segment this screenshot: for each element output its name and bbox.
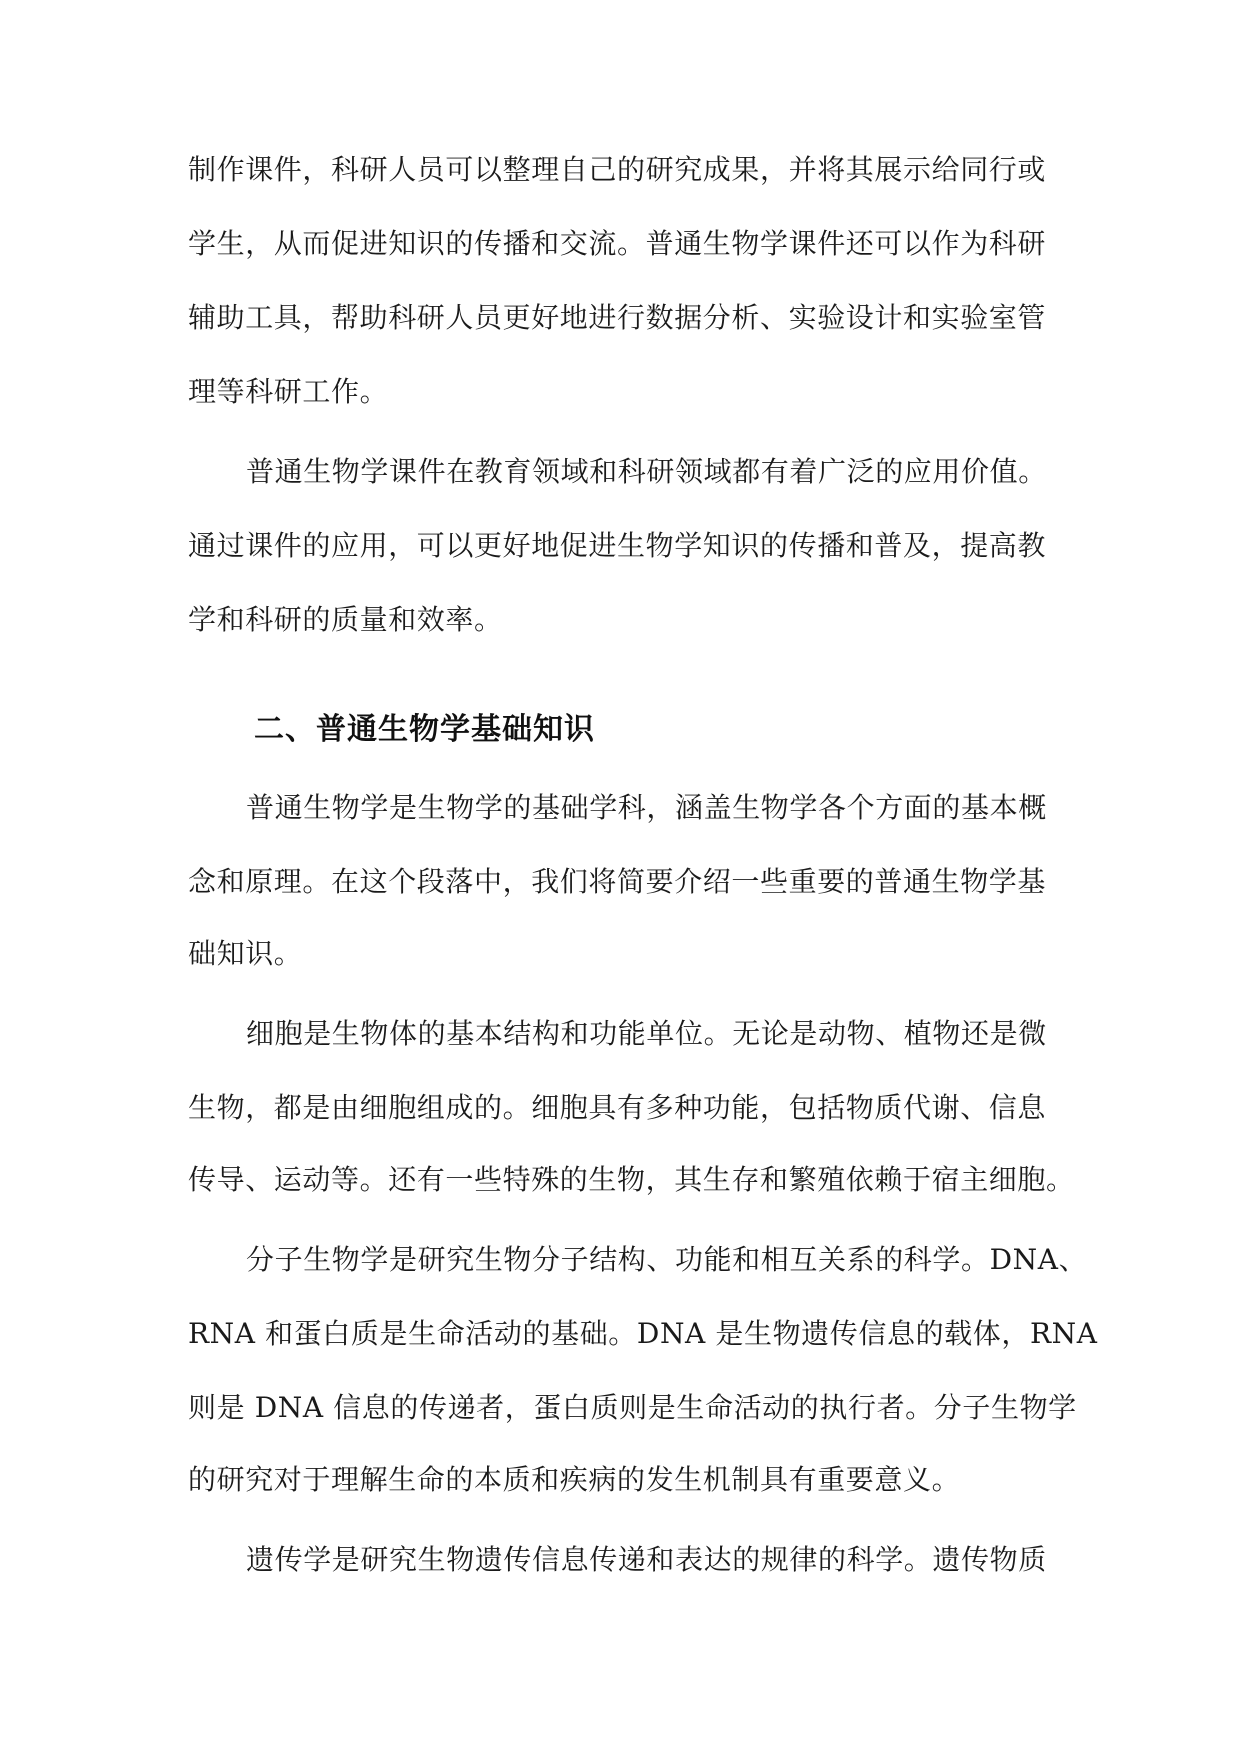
text-line: 则是 DNA 信息的传递者，蛋白质则是生命活动的执行者。分子生物学 — [188, 1391, 1077, 1424]
section-heading: 二、普通生物学基础知识 — [254, 712, 595, 747]
text-line: 通过课件的应用，可以更好地促进生物学知识的传播和普及，提高教 — [188, 529, 1047, 562]
text-line: 普通生物学课件在教育领域和科研领域都有着广泛的应用价值。 — [246, 455, 1047, 488]
text-line: 细胞是生物体的基本结构和功能单位。无论是动物、植物还是微 — [246, 1017, 1047, 1050]
text-line: 学和科研的质量和效率。 — [188, 603, 503, 636]
text-line: 遗传学是研究生物遗传信息传递和表达的规律的科学。遗传物质 — [246, 1543, 1047, 1576]
text-line: 普通生物学是生物学的基础学科，涵盖生物学各个方面的基本概 — [246, 791, 1047, 824]
text-line: 学生，从而促进知识的传播和交流。普通生物学课件还可以作为科研 — [188, 227, 1047, 260]
text-line: 念和原理。在这个段落中，我们将简要介绍一些重要的普通生物学基 — [188, 865, 1047, 898]
text-line: RNA 和蛋白质是生命活动的基础。DNA 是生物遗传信息的载体，RNA — [188, 1317, 1098, 1350]
text-line: 传导、运动等。还有一些特殊的生物，其生存和繁殖依赖于宿主细胞。 — [188, 1163, 1075, 1196]
text-line: 分子生物学是研究生物分子结构、功能和相互关系的科学。DNA、 — [246, 1243, 1088, 1276]
text-line: 的研究对于理解生命的本质和疾病的发生机制具有重要意义。 — [188, 1463, 961, 1496]
text-line: 理等科研工作。 — [188, 375, 389, 408]
text-line: 础知识。 — [188, 937, 303, 970]
text-line: 制作课件，科研人员可以整理自己的研究成果，并将其展示给同行或 — [188, 153, 1047, 186]
text-line: 辅助工具，帮助科研人员更好地进行数据分析、实验设计和实验室管 — [188, 301, 1047, 334]
text-line: 生物，都是由细胞组成的。细胞具有多种功能，包括物质代谢、信息 — [188, 1091, 1047, 1124]
